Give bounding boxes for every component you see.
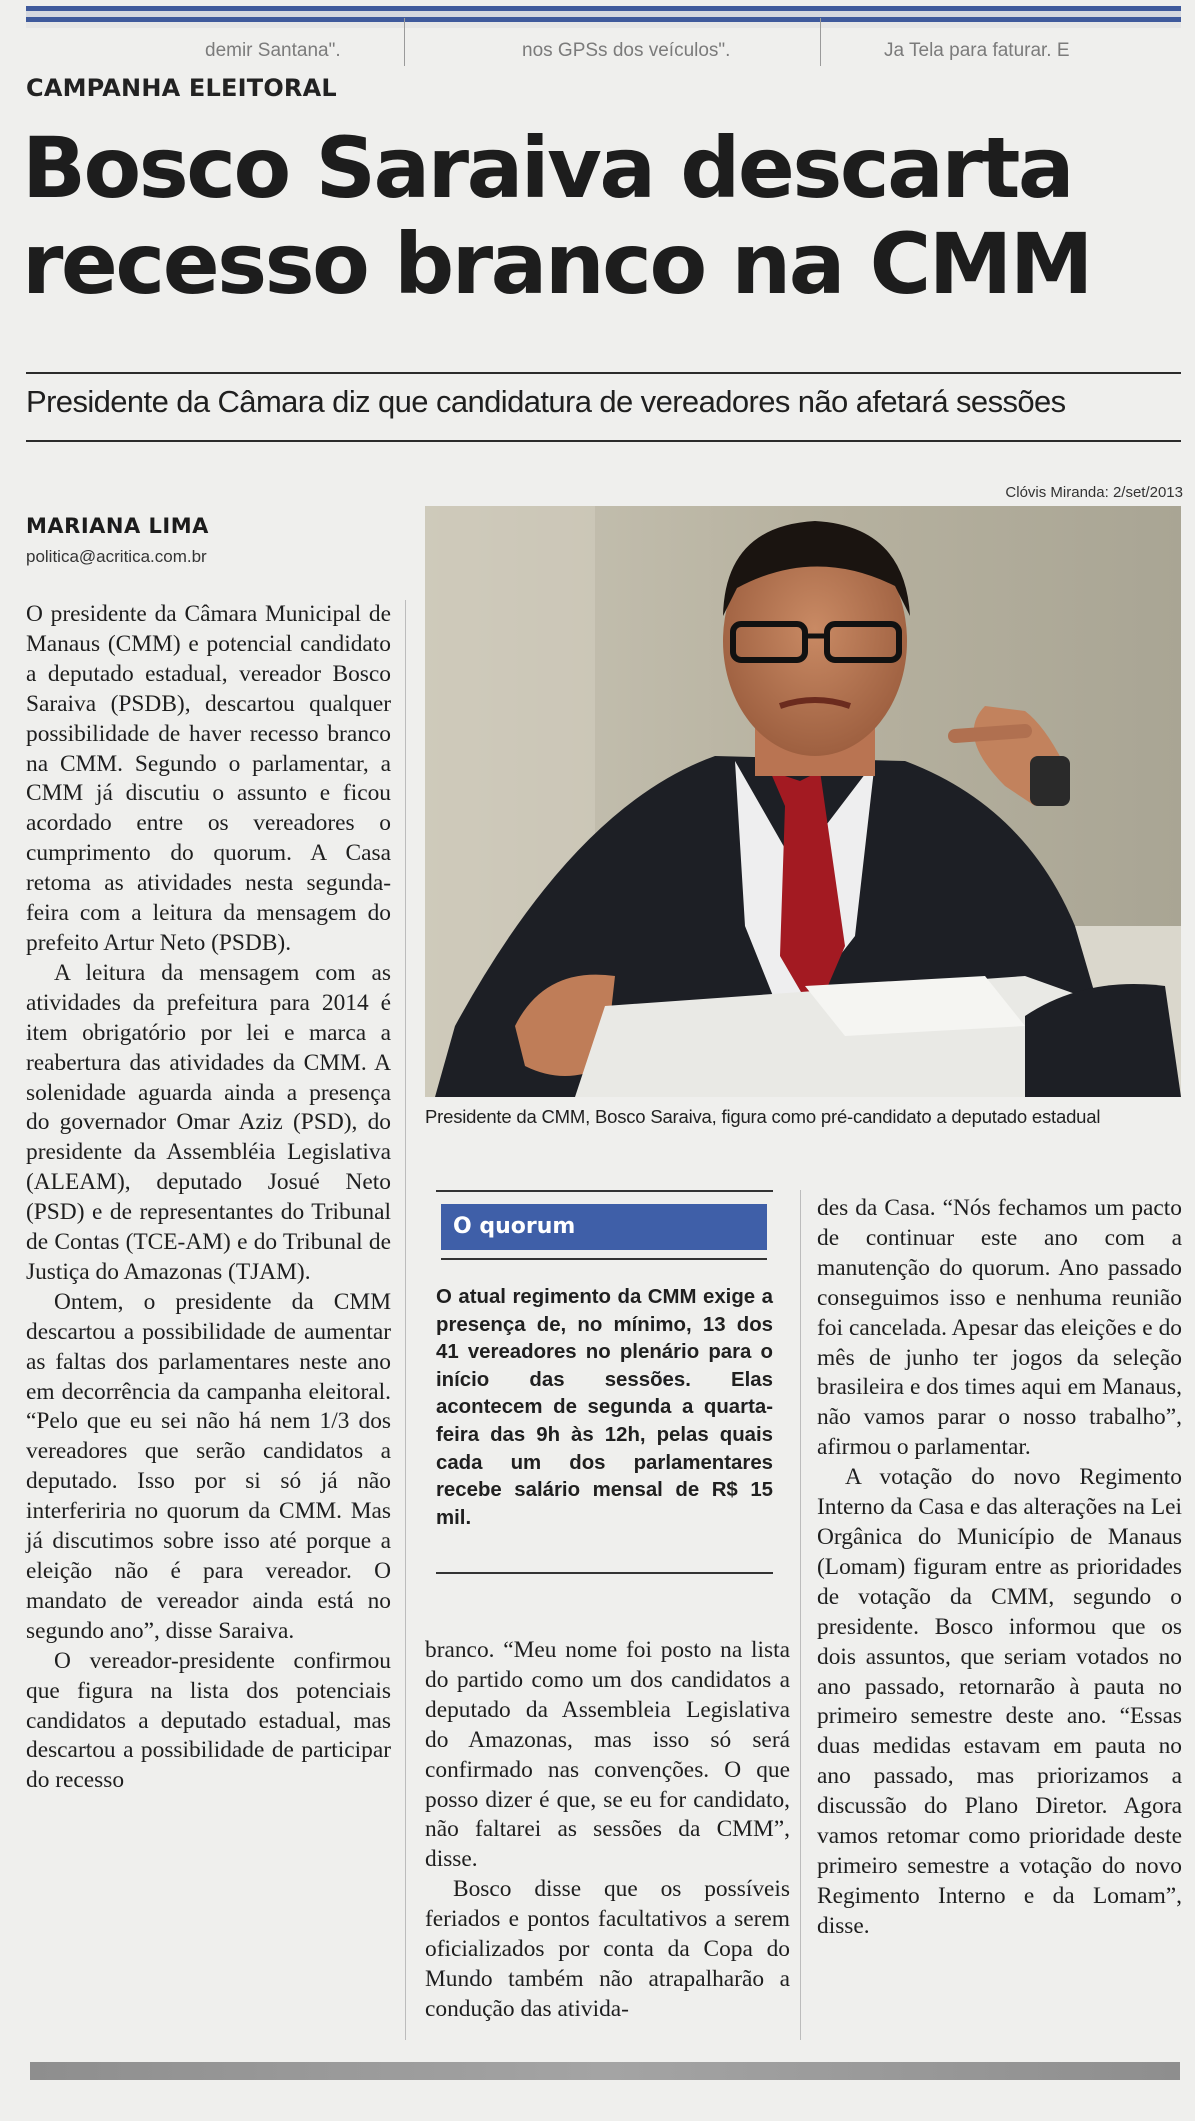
article-column-1 (26, 600, 391, 1796)
column-rule (800, 1190, 801, 2040)
paragraph: A leitura da mensagem com as atividades da prefeitura para 2014 é item obrigatório por lei e marca a reabertura das atividades da CMM. A solenidade aguarda ainda a presença do governador Omar Aziz (PSD), do presidente da Assembléia Legislativa (ALEAM), deputado Josué Neto (PSD) e de representantes do Tribunal de Contas (TCE-AM) e do Tribunal de Justiça do Amazonas (TJAM). (26, 959, 391, 1285)
box-title: O quorum (441, 1204, 767, 1250)
bleed-column-separator (820, 18, 821, 66)
top-color-bar (26, 6, 1181, 28)
paragraph: des da Casa. “Nós fechamos um pacto de continuar este ano com a manutenção do quorum. Ano passado conseguimos isso e nenhuma reunião foi cancelada. Apesar das eleições e do mês de junho ter jogos da seleção brasileira e dos times aqui em Manaus, não vamos parar o nosso trabalho”, afirmou o parlamentar. (817, 1195, 1182, 1461)
paragraph: Bosco disse que os possíveis feriados e pontos facultativos a serem oficializados por conta da Copa do Mundo também não atrapalharão a condução das ativida- (425, 1876, 790, 2022)
bottom-color-bar (30, 2062, 1180, 2080)
subheadline: Presidente da Câmara diz que candidatura de vereadores não afetará sessões (26, 384, 1066, 419)
bleed-through-text-left: demir Santana". (205, 40, 341, 61)
paragraph: O presidente da Câmara Municipal de Manaus (CMM) e potencial candidato a deputado estadual, vereador Bosco Saraiva (PSDB), descartou qualquer possibilidade de haver recesso branco na CMM. Segundo o parlamentar, a CMM já discutiu o assunto e ficou acordado entre os vereadores o cumprimento do quorum. A Casa retoma as atividades nesta segunda-feira com a leitura da mensagem do prefeito Artur Neto (PSDB). (26, 601, 391, 956)
paragraph: branco. “Meu nome foi posto na lista do partido como um dos candidatos a deputado da Assembleia Legislativa do Amazonas, mas isso só será confirmado nas convenções. O que posso dizer é que, se eu for candidato, não faltarei as sessões da CMM”, disse. (425, 1637, 790, 1873)
section-kicker: CAMPANHA ELEITORAL (26, 74, 337, 102)
author-email: politica@acritica.com.br (26, 547, 207, 566)
article-column-2 (425, 1636, 790, 2025)
paragraph: O vereador-presidente confirmou que figura na lista dos potenciais candidatos a deputado estadual, mas descartou a possibilidade de participar do recesso (26, 1647, 391, 1794)
photo-credit: Clóvis Miranda: 2/set/2013 (1005, 484, 1183, 501)
photo-illustration (425, 506, 1181, 1097)
column-rule (405, 600, 406, 2040)
box-rule (441, 1258, 767, 1260)
author-name: MARIANA LIMA (26, 514, 209, 538)
bleed-column-separator (404, 18, 405, 66)
headline (22, 120, 1182, 312)
article-column-3 (817, 1194, 1182, 1942)
box-text: O atual regimento da CMM exige a presença de, no mínimo, 13 dos 41 vereadores no plenário para o início das sessões. Elas acontecem de segunda a quarta-feira das 9h às 12h, pelas quais cada um dos parlamentares recebe salário mensal de R$ 15 mil. (436, 1286, 773, 1529)
headline-line-1: Bosco Saraiva descarta (22, 119, 1073, 217)
paragraph: Ontem, o presidente da CMM descartou a possibilidade de aumentar as faltas dos parlamentares neste ano em decorrência da campanha eleitoral. “Pelo que eu sei não há nem 1/3 dos vereadores que serão candidatos a deputado. Isso por si só já não interferiria no quorum da CMM. Mas já discutimos sobre isso até porque a eleição não é para vereador. O mandato de vereador ainda está no segundo ano”, disse Saraiva. (26, 1288, 391, 1644)
paragraph: A votação do novo Regimento Interno da Casa e das alterações na Lei Orgânica do Município de Manaus (Lomam) figuram entre as prioridades de votação da CMM, segundo o presidente. Bosco informou que os dois assuntos, que seriam votados no ano passado, retornarão à pauta no primeiro semestre deste ano. “Essas duas medidas estavam em pauta no ano passado, mas priorizamos a discussão do Plano Diretor. Agora vamos retomar como prioridade deste primeiro semestre a votação do novo Regimento Interno e da Lomam”, disse. (817, 1464, 1182, 1939)
article-photo (425, 506, 1181, 1097)
quorum-sidebar-box (436, 1190, 773, 1574)
headline-line-2: recesso branco na CMM (22, 215, 1091, 313)
box-bottom-rule (436, 1572, 773, 1574)
bleed-through-text-middle: nos GPSs dos veículos". (522, 40, 731, 61)
bleed-through-text-right: Ja Tela para faturar. E (884, 40, 1070, 61)
photo-caption: Presidente da CMM, Bosco Saraiva, figura como pré-candidato a deputado estadual (425, 1106, 1101, 1127)
subhead-top-rule (26, 372, 1181, 374)
subhead-bottom-rule (26, 440, 1181, 442)
